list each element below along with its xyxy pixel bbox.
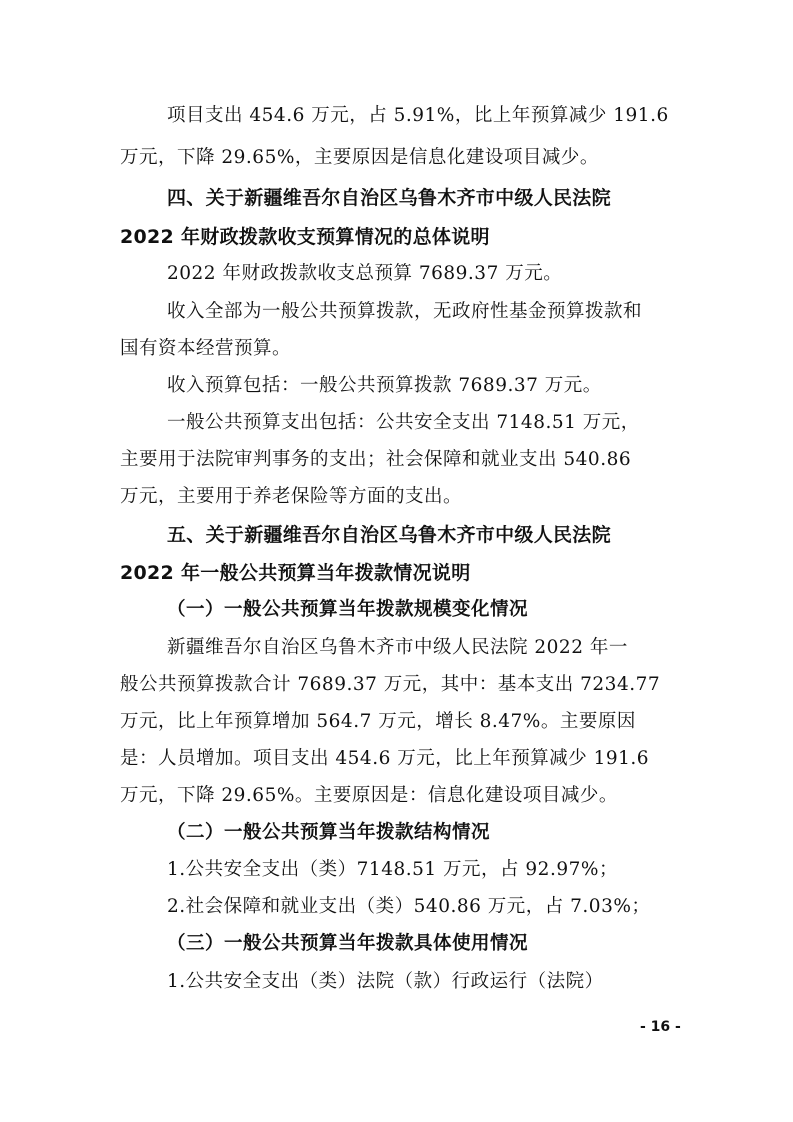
body-text-line: 万元，下降 29.65%。主要原因是：信息化建设项目减少。	[120, 785, 618, 806]
body-text-line: 1.公共安全支出（类）7148.51 万元，占 92.97%；	[167, 859, 618, 880]
body-text-line: 国有资本经营预算。	[120, 338, 292, 359]
subsection-heading: （三）一般公共预算当年拨款具体使用情况	[167, 933, 529, 954]
body-text-line: 项目支出 454.6 万元，占 5.91%，比上年预算减少 191.6	[167, 105, 669, 126]
subsection-heading: （二）一般公共预算当年拨款结构情况	[167, 822, 491, 843]
body-text-line: 新疆维吾尔自治区乌鲁木齐市中级人民法院 2022 年一	[167, 637, 628, 658]
section-heading-line: 五、关于新疆维吾尔自治区乌鲁木齐市中级人民法院	[167, 524, 611, 546]
body-text-line: 是：人员增加。项目支出 454.6 万元，比上年预算减少 191.6	[120, 748, 650, 769]
body-text-line: 般公共预算拨款合计 7689.37 万元，其中：基本支出 7234.77	[120, 674, 661, 695]
body-text-line: 万元，下降 29.65%，主要原因是信息化建设项目减少。	[120, 147, 599, 168]
body-text-line: 2022 年财政拨款收支总预算 7689.37 万元。	[167, 263, 563, 284]
page-number: - 16 -	[640, 1019, 681, 1035]
body-text-line: 主要用于法院审判事务的支出；社会保障和就业支出 540.86	[120, 449, 632, 470]
body-text-line: 2.社会保障和就业支出（类）540.86 万元，占 7.03%；	[167, 896, 651, 917]
body-text-line: 1.公共安全支出（类）法院（款）行政运行（法院）	[167, 971, 604, 992]
body-text-line: 一般公共预算支出包括：公共安全支出 7148.51 万元，	[167, 412, 640, 433]
section-heading-line: 2022 年一般公共预算当年拨款情况说明	[120, 562, 471, 584]
section-heading-line: 四、关于新疆维吾尔自治区乌鲁木齐市中级人民法院	[167, 187, 611, 209]
section-heading-line: 2022 年财政拨款收支预算情况的总体说明	[120, 226, 490, 248]
body-text-line: 万元，比上年预算增加 564.7 万元，增长 8.47%。主要原因	[120, 711, 636, 732]
body-text-line: 收入预算包括：一般公共预算拨款 7689.37 万元。	[167, 375, 602, 396]
body-text-line: 万元，主要用于养老保险等方面的支出。	[120, 486, 463, 507]
body-text-line: 收入全部为一般公共预算拨款，无政府性基金预算拨款和	[167, 301, 643, 322]
subsection-heading: （一）一般公共预算当年拨款规模变化情况	[167, 599, 529, 620]
